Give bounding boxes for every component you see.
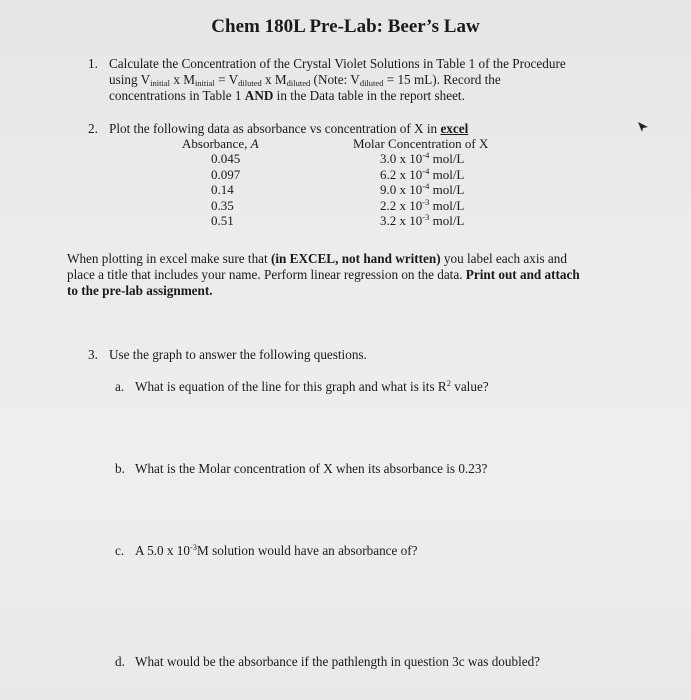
absorbance-column: [182, 136, 259, 229]
concentration-header: Molar Concentration of X: [353, 136, 489, 151]
q3d-text: What would be the absorbance if the pathlength in question 3c was doubled?: [135, 654, 541, 669]
absorbance-value: 0.097: [211, 166, 241, 182]
absorbance-value: 0.045: [211, 151, 241, 167]
absorbance-header: Absorbance, A: [182, 136, 259, 151]
q3-number: 3.: [88, 347, 98, 362]
absorbance-value: 0.51: [211, 213, 234, 229]
q3a-letter: a.: [115, 379, 125, 394]
concentration-value: 9.0 x $10^{-4}$ mol/L: [380, 181, 465, 198]
q1-number: 1.: [88, 56, 98, 71]
q2-text: Plot the following data as absorbance vs concentration of X in excel: [109, 121, 469, 136]
absorbance-value: 0.14: [211, 182, 234, 198]
q2-number: 2.: [88, 121, 98, 136]
q3-text: Use the graph to answer the following questions.: [109, 347, 367, 362]
q3c-text: A 5.0 x $10^{-3}M$ solution would have an absorbance of?: [135, 542, 418, 558]
concentration-value: 6.2 x $10^{-4}$ mol/L: [380, 165, 465, 182]
q3b-text: What is the Molar concentration of X when its absorbance is 0.23?: [135, 461, 488, 476]
concentration-value: 3.2 x $10^{-3}$ mol/L: [380, 212, 465, 229]
q1-line2: using $V_{initial}$ x $M_{initial} = V_{diluted}$ x $M_{diluted}$ (Note: $V_{diluted} = 15$ mL). Record the: [109, 72, 501, 88]
page-title: Chem 180L Pre-Lab: Beer’s Law: [211, 16, 480, 37]
q3a-text: What is equation of the line for this graph and what is its $R^2$ value?: [135, 378, 489, 394]
q3c-letter: c.: [115, 543, 125, 558]
cursor-arrow-icon: [636, 120, 650, 134]
q3d-letter: d.: [115, 654, 125, 669]
plotting-instructions: When plotting in excel make sure that (in EXCEL, not hand written) you label each axis and place a title that includes your name. Perform linear regression on the data. Print out and attach to the pre-lab assignment.: [67, 251, 580, 298]
q1-line1: Calculate the Concentration of the Crystal Violet Solutions in Table 1 of the Procedure: [109, 56, 566, 71]
concentration-value: 3.0 x $10^{-4}$ mol/L: [380, 150, 465, 167]
absorbance-value: 0.35: [211, 197, 234, 213]
concentration-column: [353, 136, 488, 228]
excel-word: excel: [440, 121, 469, 136]
q3b-letter: b.: [115, 461, 125, 476]
q1-line3: concentrations in Table 1 AND in the Data table in the report sheet.: [109, 88, 465, 103]
concentration-value: 2.2 x $10^{-3}$ mol/L: [380, 196, 465, 213]
q1-text: [109, 56, 669, 104]
